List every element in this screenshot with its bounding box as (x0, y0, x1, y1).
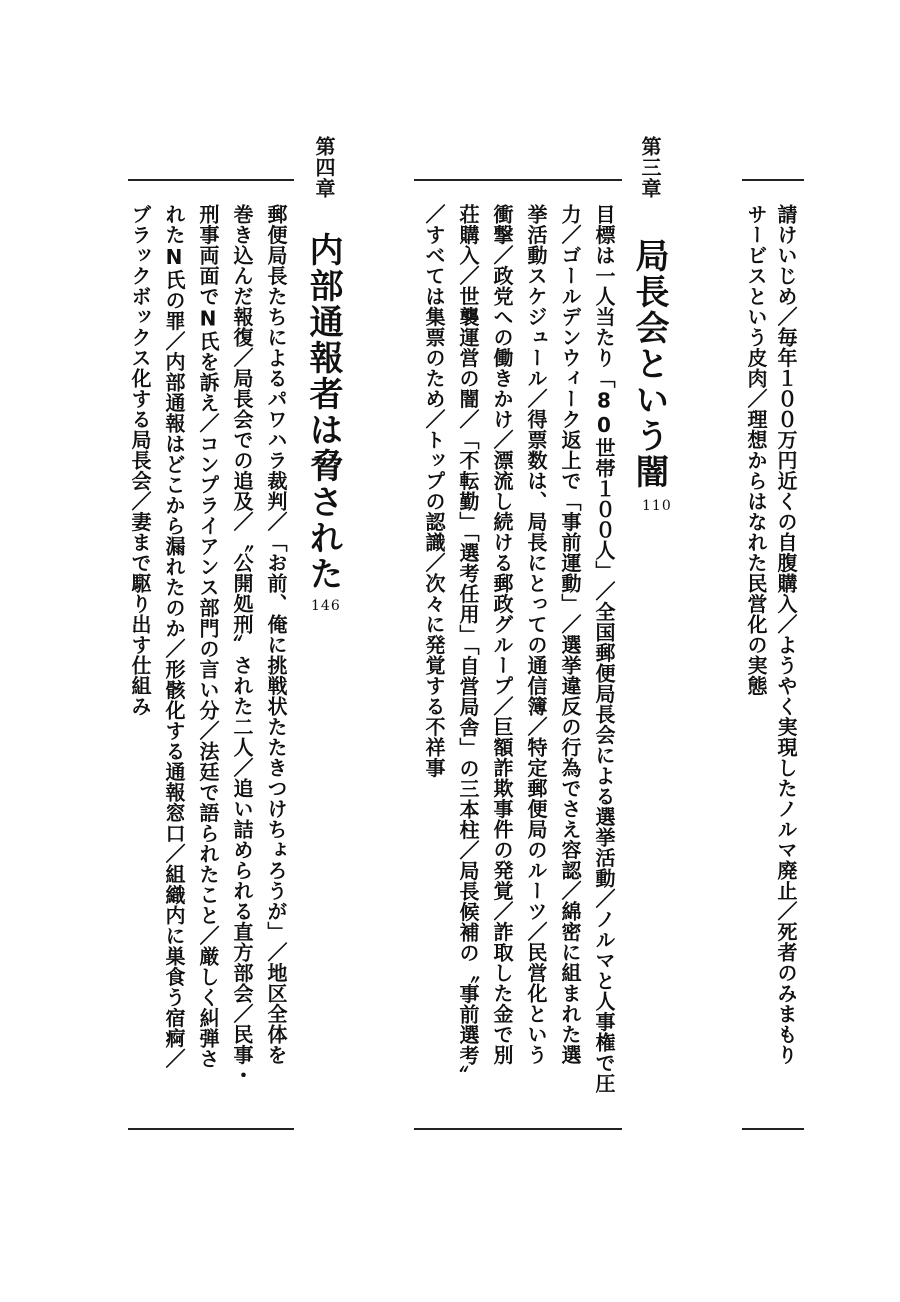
toc-line: ／すべては集票のため／トップの認識／次々に発覚する不祥事 (422, 204, 446, 778)
bottom-rule (414, 1128, 622, 1130)
bottom-rule (128, 1128, 294, 1130)
toc-line: ブラックボックス化する局長会／妻まで駆り出す仕組み (128, 204, 152, 717)
toc-line: 衝撃／政党への働きかけ／漂流し続ける郵政グループ／巨額詐欺事件の発覚／詐取した金で別 (490, 204, 514, 1065)
toc-line: 郵便局長たちによるパワハラ裁判／「お前、俺に挑戦状たたきつけちょろうが」／地区全体を (264, 204, 288, 1065)
toc-line: 刑事両面でN氏を訴え／コンプライアンス部門の言い分／法廷で語られたこと／厳しく糾弾さ (196, 204, 220, 1069)
chapter-4-page-number: 146 (311, 598, 341, 614)
chapter-4-label: 第四章 (312, 136, 336, 199)
bottom-rule (742, 1128, 804, 1130)
top-rule (128, 179, 294, 181)
top-rule (742, 179, 804, 181)
toc-line: 目標は一人当たり「80世帯１００人」／全国郵便局長会による選挙活動／ノルマと人事権で圧 (592, 204, 616, 1094)
chapter-4-title: 内部通報者は脅された (303, 232, 343, 592)
toc-line: 請けいじめ／毎年１００万円近くの自腹購入／ようやく実現したノルマ廃止／死者のみまもり (774, 204, 798, 1065)
chapter-3-page-number: 110 (642, 498, 672, 514)
top-rule (414, 179, 622, 181)
toc-line: 挙活動スケジュール／得票数は、局長にとっての通信簿／特定郵便局のルーツ／民営化という (524, 204, 548, 1065)
toc-line: 荘購入／世襲運営の闇／「不転勤」「選考任用」「自営局舎」の三本柱／局長候補の〝事前選考〟 (456, 204, 480, 1086)
chapter-3-title: 局長会という闇 (629, 238, 669, 490)
toc-line: サービスという皮肉／理想からはなれた民営化の実態 (744, 204, 768, 696)
chapter-3-label: 第三章 (638, 136, 662, 199)
toc-line: 巻き込んだ報復／局長会での追及／〝公開処刑〟された二人／追い詰められる直方部会／民事・ (230, 204, 254, 1086)
toc-line: 力／ゴールデンウィーク返上で「事前運動」／選挙違反の行為でさえ容認／綿密に組まれた選 (558, 204, 582, 1065)
toc-line: れたN氏の罪／内部通報はどこから漏れたのか／形骸化する通報窓口／組織内に巣食う宿痾／ (162, 204, 186, 1069)
